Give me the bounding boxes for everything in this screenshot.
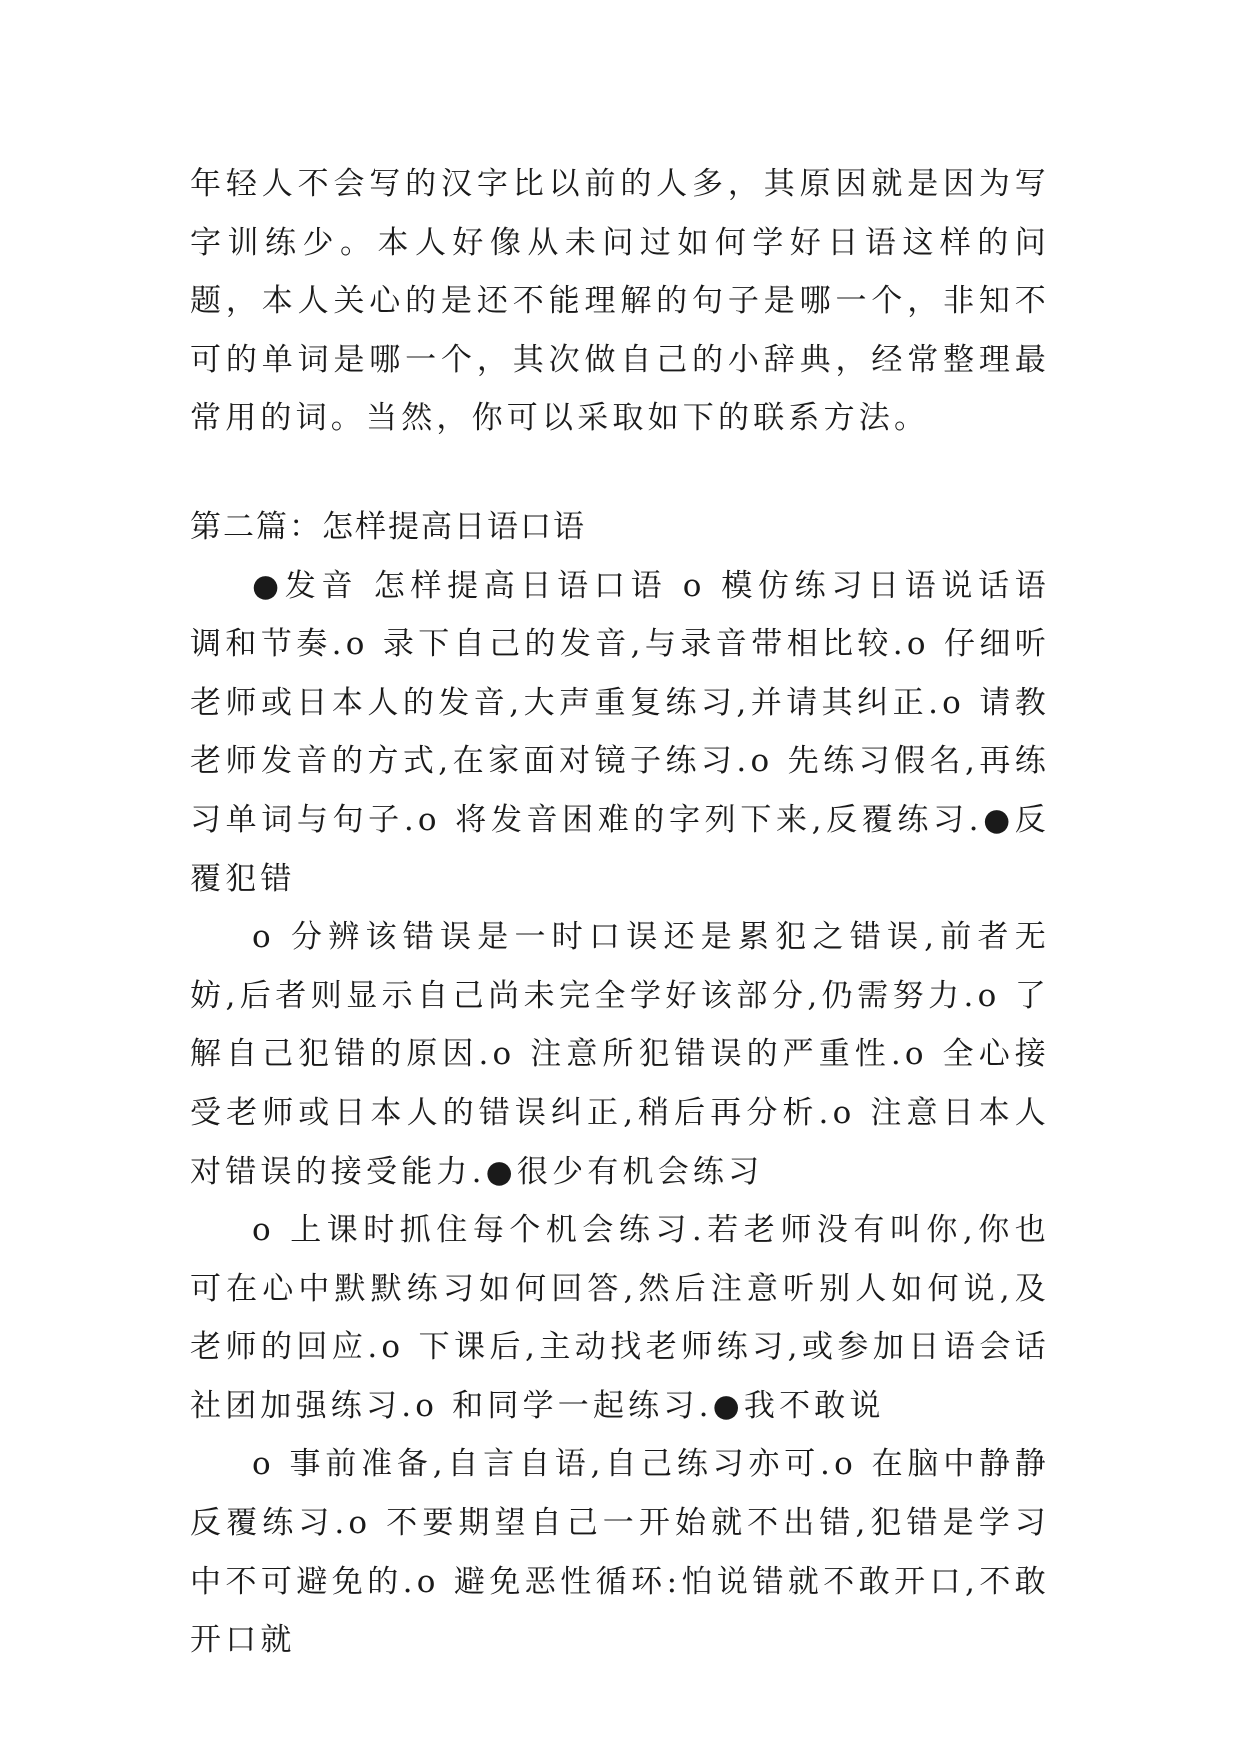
body-paragraph-afraid-to-speak: o 事前准备,自言自语,自己练习亦可.o 在脑中静静反覆练习.o 不要期望自己一开始就不出错,犯错是学习中不可避免的.o 避免恶性循环:怕说错就不敢开口,不敢开口就: [190, 1446, 1050, 1659]
section-spacer: [190, 448, 1050, 498]
section-title: 第二篇：怎样提高日语口语: [190, 508, 586, 545]
body-paragraph-mistakes: o 分辨该错误是一时口误还是累犯之错误,前者无妨,后者则显示自己尚未完全学好该部分,仍需努力.o 了解自己犯错的原因.o 注意所犯错误的严重性.o 全心接受老师或日本人的错误纠正,稍后再分析.o 注意日本人对错误的接受能力.●很少有机会练习: [190, 919, 1050, 1190]
body-paragraph-pronunciation: ●发音 怎样提高日语口语 o 模仿练习日语说话语调和节奏.o 录下自己的发音,与录音带相比较.o 仔细听老师或日本人的发音,大声重复练习,并请其纠正.o 请教老师发音的方式,在家面对镜子练习.o 先练习假名,再练习单词与句子.o 将发音困难的字列下来,反覆练习.●反覆犯错: [190, 567, 1050, 897]
document-page: [190, 155, 1050, 1670]
body-paragraph-practice: o 上课时抓住每个机会练习.若老师没有叫你,你也可在心中默默练习如何回答,然后注意听别人如何说,及老师的回应.o 下课后,主动找老师练习,或参加日语会话社团加强练习.o 和同学一起练习.●我不敢说: [190, 1212, 1050, 1424]
intro-paragraph: 年轻人不会写的汉字比以前的人多，其原因就是因为写字训练少。本人好像从未问过如何学好日语这样的问题，本人关心的是还不能理解的句子是哪一个，非知不可的单词是哪一个，其次做自己的小辞典，经常整理最常用的词。当然，你可以采取如下的联系方法。: [190, 166, 1050, 437]
